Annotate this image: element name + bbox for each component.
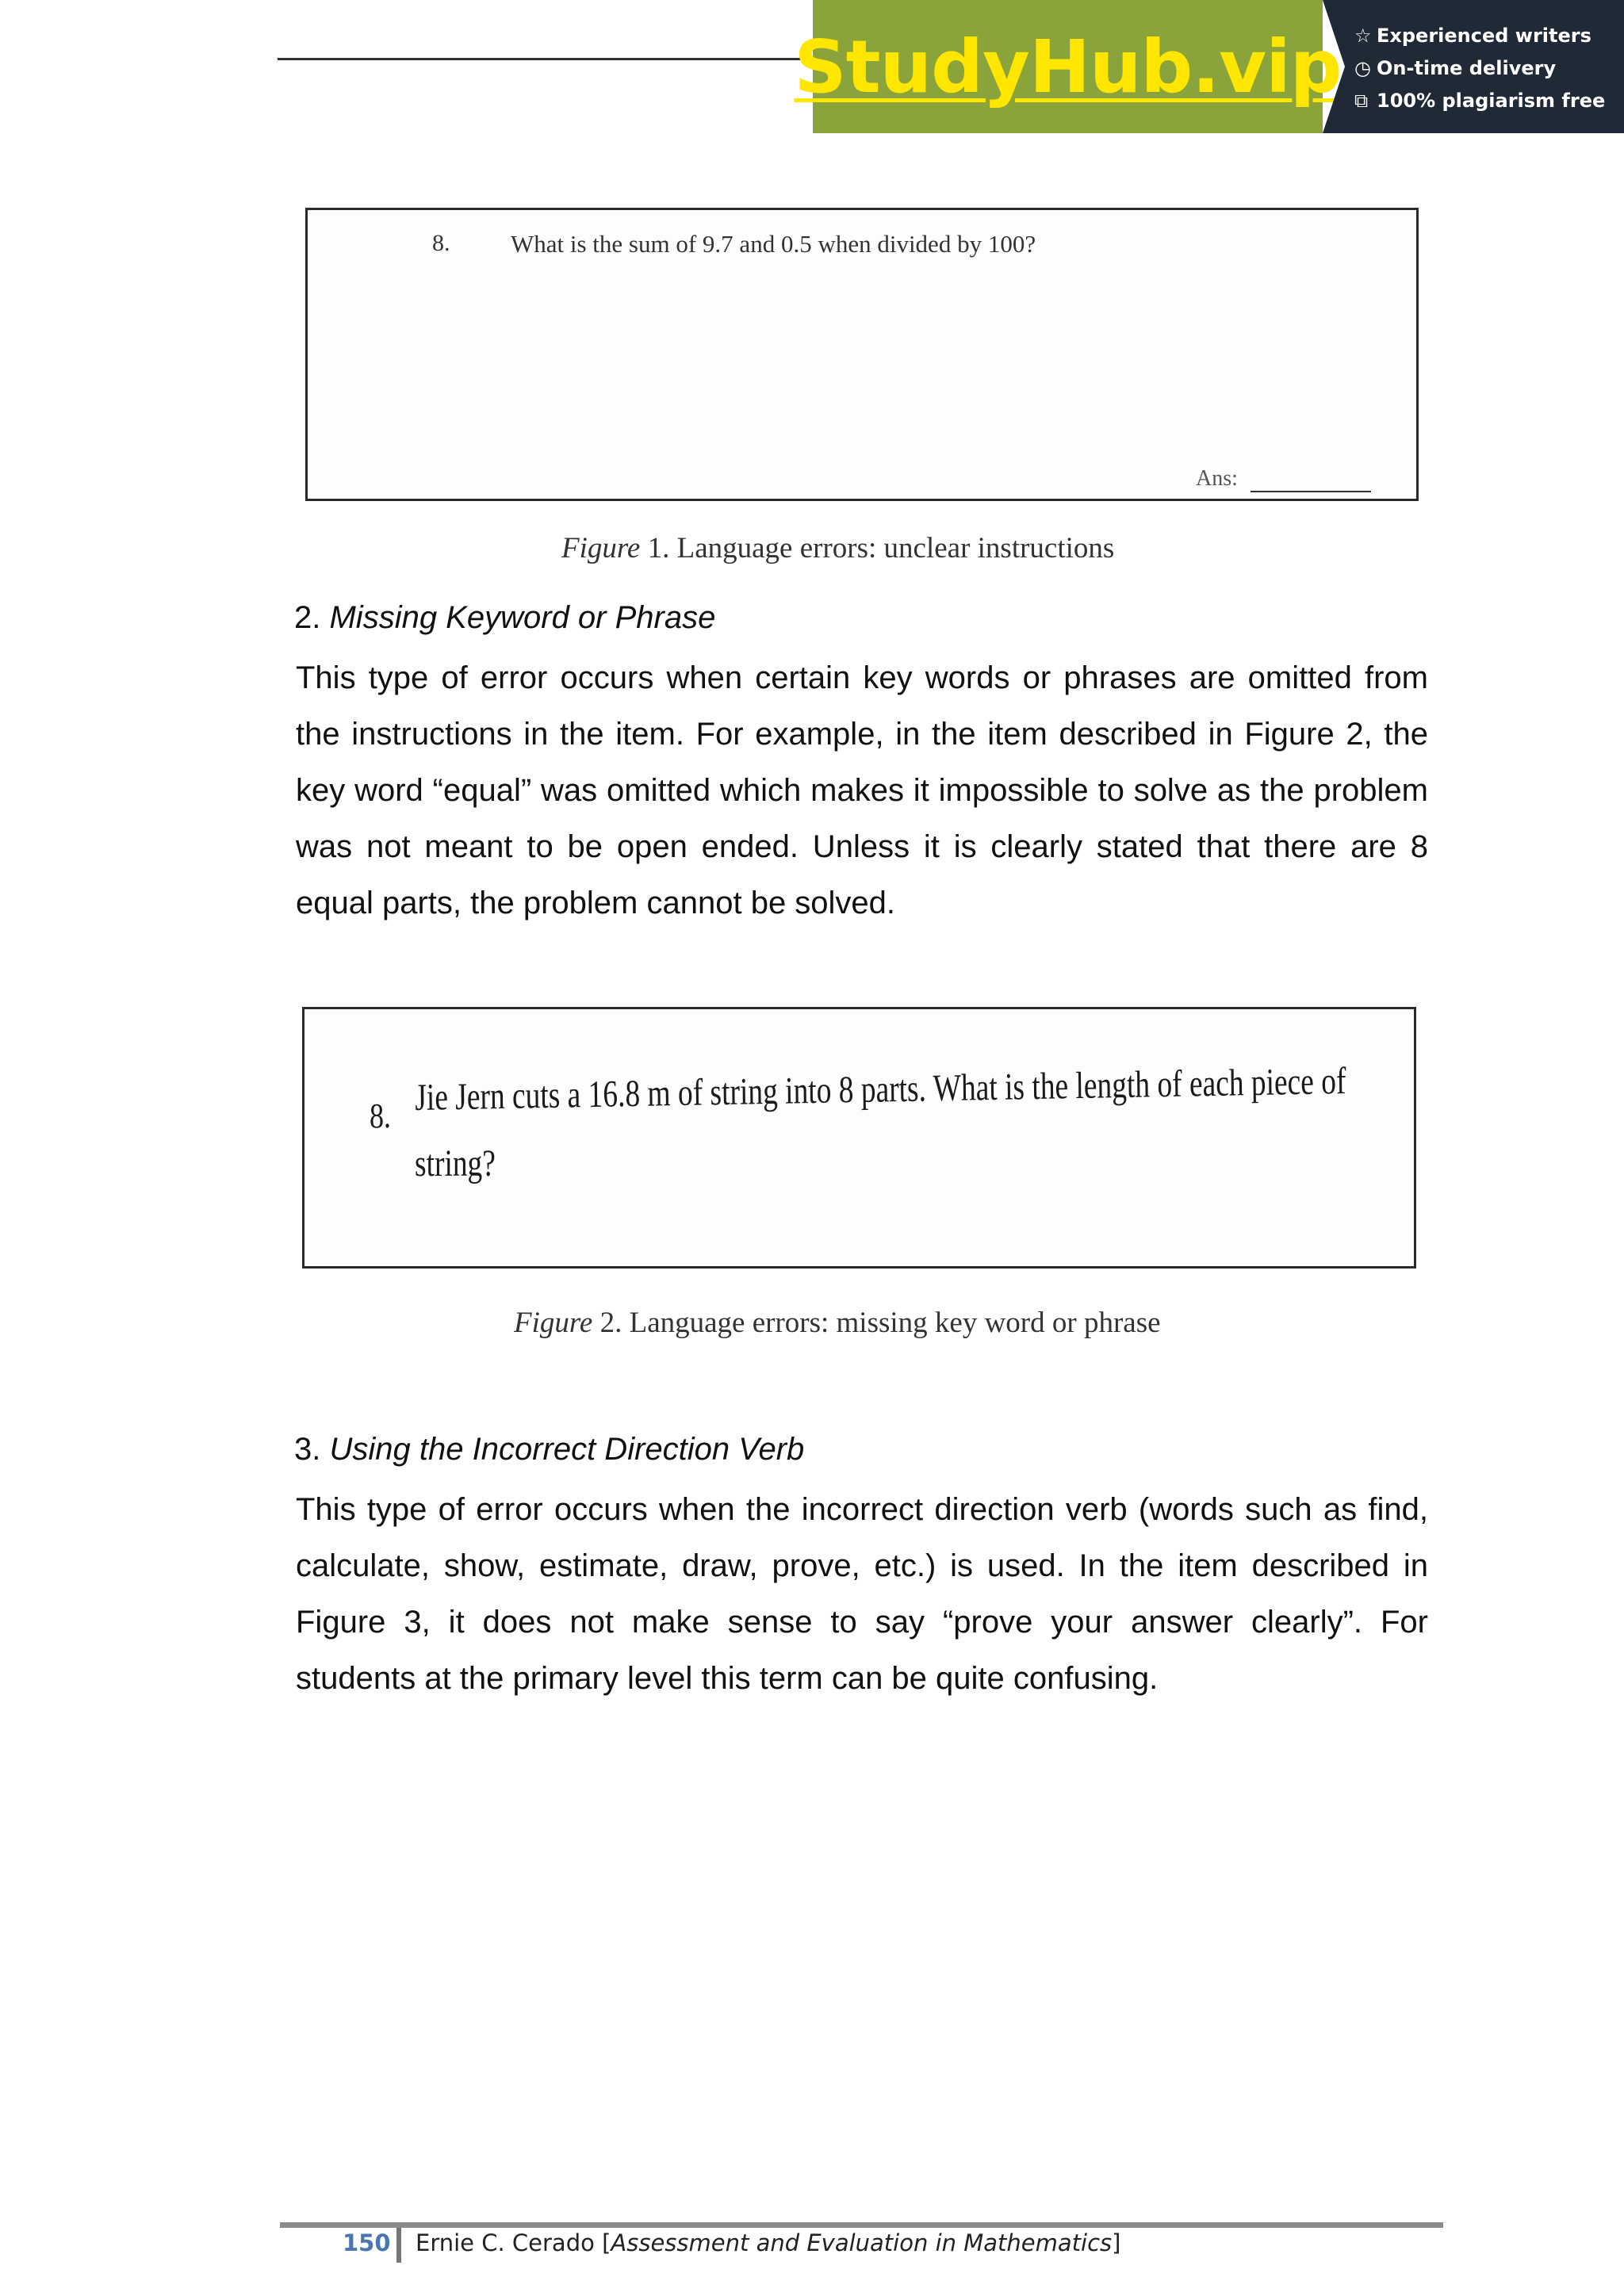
feature-label: On-time delivery <box>1377 56 1557 79</box>
figure-1-caption <box>561 531 1114 565</box>
copy-icon: ⧉ <box>1354 89 1369 112</box>
footer-divider <box>396 2228 401 2263</box>
clock-icon: ◷ <box>1354 56 1371 79</box>
section-3-heading <box>294 1432 804 1468</box>
studyhub-banner[interactable] <box>794 0 1342 133</box>
footer-book-title: Assessment and Evaluation in Mathematics <box>611 2229 1113 2256</box>
figure-1-item-number: 8. <box>432 230 450 256</box>
footer-close-bracket: ] <box>1112 2229 1121 2256</box>
figure-2-caption <box>514 1306 1161 1340</box>
figure-2-image <box>302 1007 1416 1269</box>
section-2-paragraph: This type of error occurs when certain key words or phrases are omitted from the instructions in the item. For example, in the item described in Figure 2, the key word “equal” was omitted which makes it impossible to solve as the problem was not meant to be open ended. Unless it is clearly stated that there are 8 equal parts, the problem cannot be solved. <box>296 660 1428 920</box>
caption-label: Figure <box>561 532 641 564</box>
section-2-heading <box>294 600 715 636</box>
caption-text: 1. Language errors: unclear instructions <box>640 532 1115 564</box>
feature-label: 100% plagiarism free <box>1377 89 1606 112</box>
studyhub-logo[interactable]: StudyHub.vip <box>794 24 1342 109</box>
feature-on-time-delivery <box>1354 52 1621 84</box>
figure-2-question-line-2: string? <box>415 1142 496 1184</box>
section-number: 2. <box>294 600 321 635</box>
footer-author: Ernie C. Cerado [ <box>416 2229 611 2256</box>
feature-experienced-writers <box>1354 19 1621 52</box>
caption-label: Figure <box>514 1307 593 1339</box>
figure-2-item-number: 8. <box>370 1096 392 1135</box>
section-3-paragraph: This type of error occurs when the incorrect direction verb (words such as find, calculate, show, estimate, draw, prove, etc.) is used. In the item described in Figure 3, it does not make sense to say “prove your answer clearly”. For students at the primary level this term can be quite confusing. <box>296 1492 1428 1696</box>
feature-plagiarism-free <box>1354 84 1621 117</box>
footer-citation <box>416 2229 1120 2256</box>
figure-1-answer-line <box>1251 491 1371 492</box>
page-number: 150 <box>343 2229 391 2256</box>
header-rule <box>278 58 817 60</box>
banner-feature-list <box>1354 19 1621 117</box>
section-title: Missing Keyword or Phrase <box>329 600 716 635</box>
figure-1-answer-label: Ans: <box>1196 466 1238 491</box>
figure-2-question-line-1: Jie Jern cuts a 16.8 m of string into 8 parts. What is the length of each piece of <box>415 1059 1346 1119</box>
footer-rule <box>280 2222 1443 2228</box>
section-title: Using the Incorrect Direction Verb <box>329 1432 805 1467</box>
figure-1-question: What is the sum of 9.7 and 0.5 when divided by 100? <box>511 230 1036 258</box>
section-number: 3. <box>294 1432 321 1467</box>
caption-text: 2. Language errors: missing key word or phrase <box>592 1307 1161 1339</box>
star-icon: ☆ <box>1354 24 1372 47</box>
feature-label: Experienced writers <box>1377 24 1591 47</box>
